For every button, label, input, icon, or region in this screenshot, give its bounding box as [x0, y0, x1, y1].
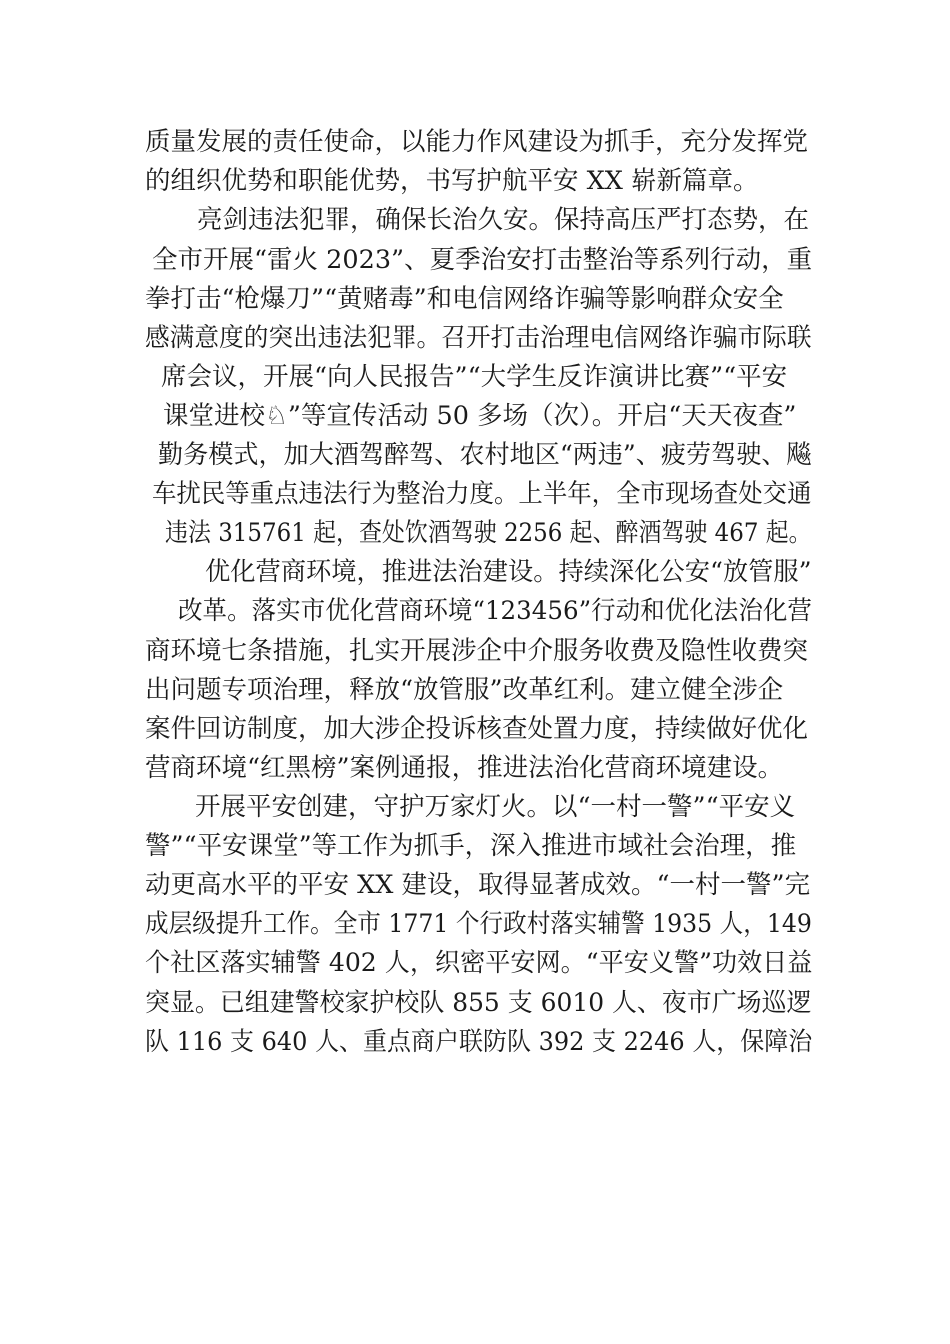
text-line: 成层级提升工作。全市 1771 个行政村落实辅警 1935 人，149: [145, 909, 812, 939]
text-line: 警”“平安课堂”等工作为抓手，深入推进市域社会治理，推: [145, 831, 797, 861]
paragraph-start-line: 开展平安创建，守护万家灯火。以“一村一警”“平安义: [195, 792, 796, 822]
text-line: 突显。已组建警校家护校队 855 支 6010 人、夜市广场巡逻: [145, 988, 812, 1018]
text-line: 全市开展“雷火 2023”、夏季治安打击整治等系列行动，重: [152, 245, 813, 275]
text-line: 车扰民等重点违法行为整治力度。上半年，全市现场查处交通: [152, 479, 812, 509]
text-line: 营商环境“红黑榜”案例通报，推进法治化营商环境建设。: [145, 753, 784, 783]
text-line: 商环境七条措施，扎实开展涉企中介服务收费及隐性收费突: [145, 636, 809, 666]
text-line: 席会议，开展“向人民报告”“大学生反诈演讲比赛”“平安: [161, 362, 788, 392]
text-line: 出问题专项治理，释放“放管服”改革红利。建立健全涉企: [145, 675, 784, 705]
text-line: 队 116 支 640 人、重点商户联防队 392 支 2246 人，保障治: [145, 1027, 813, 1057]
paragraph-start-line: 优化营商环境，推进法治建设。持续深化公安“放管服”: [205, 557, 812, 587]
text-line: 违法 315761 起，查处饮酒驾驶 2256 起、醉酒驾驶 467 起。: [165, 518, 812, 548]
text-line: 质量发展的责任使命，以能力作风建设为抓手，充分发挥党: [145, 127, 809, 157]
text-line: 个社区落实辅警 402 人，织密平安网。“平安义警”功效日益: [145, 948, 813, 978]
text-line: 感满意度的突出违法犯罪。召开打击治理电信网络诈骗市际联: [145, 323, 812, 353]
text-line: 拳打击“枪爆刀”“黄赌毒”和电信网络诈骗等影响群众安全: [145, 284, 784, 314]
paragraph-start-line: 亮剑违法犯罪，确保长治久安。保持高压严打态势，在: [197, 205, 810, 235]
text-line: 改革。落实市优化营商环境“123456”行动和优化法治化营: [178, 596, 812, 626]
text-line: 课堂进校♘”等宣传活动 50 多场（次）。开启“天天夜查”: [163, 401, 797, 431]
text-line: 案件回访制度，加大涉企投诉核查处置力度，持续做好优化: [145, 714, 809, 744]
text-line: 的组织优势和职能优势，书写护航平安 XX 崭新篇章。: [145, 166, 759, 196]
text-line: 动更高水平的平安 XX 建设，取得显著成效。“一村一警”完: [145, 870, 811, 900]
text-line: 勤务模式，加大酒驾醉驾、农村地区“两违”、疲劳驾驶、飚: [158, 440, 812, 470]
